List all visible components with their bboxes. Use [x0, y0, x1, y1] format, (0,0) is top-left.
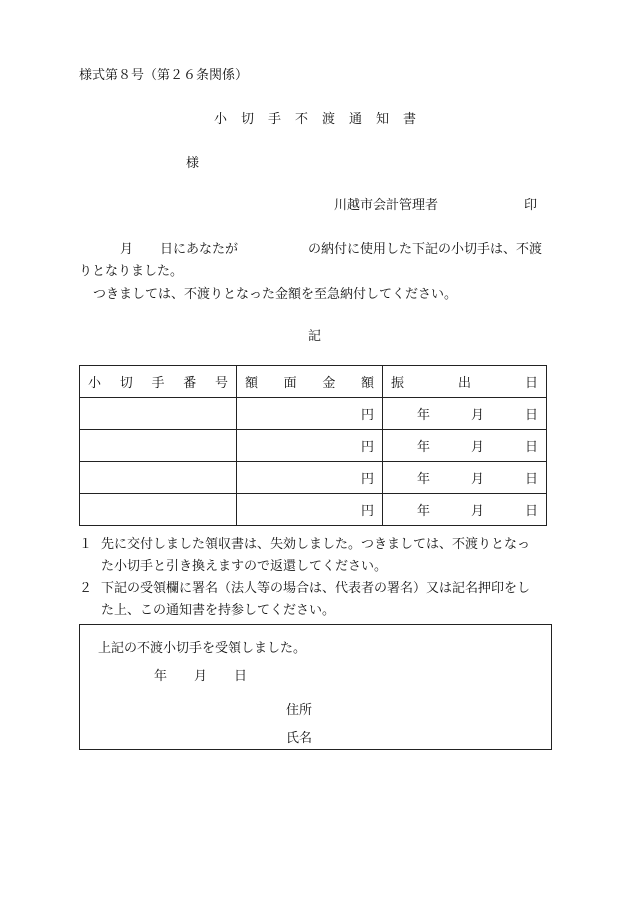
body-line1-rest: の納付に使用した下記の小切手は、不渡: [308, 242, 543, 257]
check-number-cell[interactable]: [80, 462, 237, 494]
header-issue-date: [383, 366, 547, 398]
receipt-statement: 上記の不渡小切手を受領しました。: [98, 641, 307, 656]
date-cell[interactable]: [383, 494, 547, 526]
year-unit: 年: [417, 408, 431, 423]
header-face-amount: [237, 366, 383, 398]
form-number: 様式第８号（第２６条関係）: [79, 68, 249, 83]
table-header-row: [80, 366, 547, 398]
day-unit: 日: [524, 440, 538, 455]
year-unit: 年: [417, 472, 431, 487]
check-table: [79, 365, 547, 526]
amount-cell[interactable]: [237, 430, 383, 462]
note-item: [79, 534, 554, 578]
header-char: 手: [151, 376, 165, 391]
date-cell[interactable]: [383, 398, 547, 430]
header-char: 金: [322, 376, 336, 391]
note-text-line: 下記の受領欄に署名（法人等の場合は、代表者の署名）又は記名押印をし: [101, 581, 531, 596]
addressee-suffix: 様: [186, 156, 200, 171]
year-unit: 年: [417, 440, 431, 455]
table-row: [80, 398, 547, 430]
day-unit: 日: [524, 408, 538, 423]
header-check-number: [80, 366, 237, 398]
yen-unit: 円: [360, 408, 374, 423]
amount-cell[interactable]: [237, 494, 383, 526]
yen-unit: 円: [360, 504, 374, 519]
date-cell[interactable]: [383, 462, 547, 494]
header-char: 小: [88, 376, 102, 391]
note-number: ２: [79, 581, 93, 596]
page-title: 小切手不渡通知書: [214, 112, 431, 127]
note-text-line: た小切手と引き換えますので返還してください。: [101, 559, 388, 574]
header-char: 出: [457, 376, 471, 391]
note-text-line: 先に交付しました領収書は、失効しました。つきましては、不渡りとなっ: [101, 537, 531, 552]
address-label: 住所: [286, 703, 313, 718]
receipt-day: 日: [234, 669, 248, 684]
note-text-line: た上、この通知書を持参してください。: [101, 603, 336, 618]
header-char: 切: [119, 376, 133, 391]
receipt-box: [79, 624, 552, 750]
check-number-cell[interactable]: [80, 494, 237, 526]
yen-unit: 円: [360, 440, 374, 455]
ki-heading: 記: [308, 329, 322, 344]
amount-cell[interactable]: [237, 462, 383, 494]
amount-cell[interactable]: [237, 398, 383, 430]
header-char: 日: [524, 376, 538, 391]
year-unit: 年: [417, 504, 431, 519]
header-char: 号: [214, 376, 228, 391]
header-char: 面: [283, 376, 297, 391]
day-unit: 日: [524, 504, 538, 519]
month-unit: 月: [470, 472, 484, 487]
yen-unit: 円: [360, 472, 374, 487]
table-row: [80, 462, 547, 494]
day-unit: 日: [524, 472, 538, 487]
month-unit: 月: [470, 504, 484, 519]
header-char: 振: [391, 376, 405, 391]
note-item: [79, 578, 554, 622]
body-month: 月: [120, 242, 134, 257]
note-number: １: [79, 537, 93, 552]
header-char: 額: [360, 376, 374, 391]
notes-list: [79, 534, 554, 622]
body-line3: つきましては、不渡りとなった金額を至急納付してください。: [93, 287, 458, 302]
receipt-year: 年: [154, 669, 168, 684]
sender-name: 川越市会計管理者: [334, 198, 439, 213]
check-number-cell[interactable]: [80, 398, 237, 430]
date-cell[interactable]: [383, 430, 547, 462]
table-row: [80, 430, 547, 462]
month-unit: 月: [470, 440, 484, 455]
header-char: 額: [245, 376, 259, 391]
body-day-text: 日にあなたが: [160, 242, 239, 257]
receipt-month: 月: [194, 669, 208, 684]
name-label: 氏名: [286, 731, 313, 746]
table-row: [80, 494, 547, 526]
header-char: 番: [183, 376, 197, 391]
month-unit: 月: [470, 408, 484, 423]
body-line2: りとなりました。: [79, 264, 184, 279]
seal-mark: 印: [524, 198, 538, 213]
check-number-cell[interactable]: [80, 430, 237, 462]
